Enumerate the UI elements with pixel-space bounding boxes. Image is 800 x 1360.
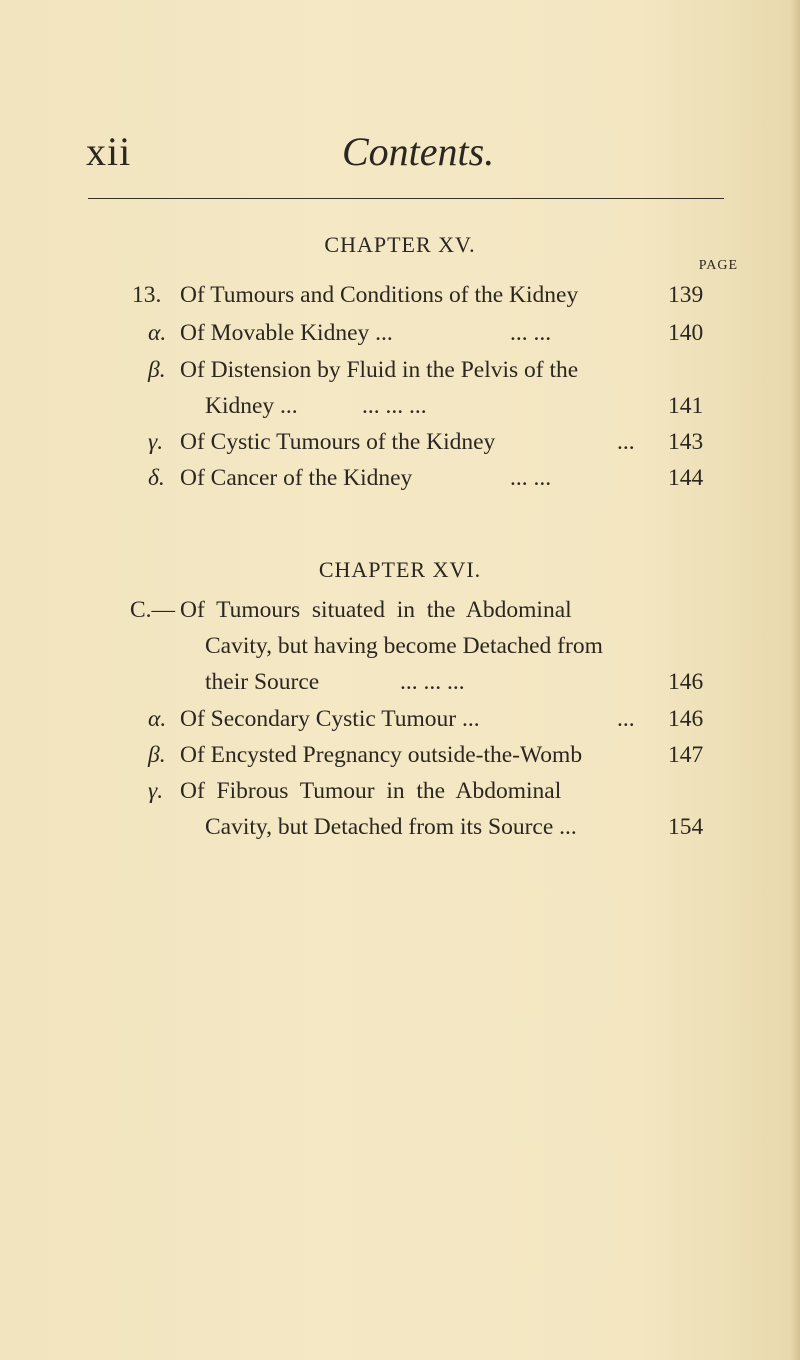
toc-entry: Of Tumours situated in the Abdominal [180, 597, 572, 623]
entry-mark: δ. [148, 465, 165, 491]
leader-dots: ... ... ... [400, 669, 465, 695]
toc-entry: Of Tumours and Conditions of the Kidney [180, 282, 579, 308]
header-rule [88, 198, 724, 199]
entry-page: 139 [668, 282, 704, 308]
entry-mark: β. [148, 357, 166, 383]
page-number: xii [86, 129, 132, 174]
page-column-label: PAGE [698, 258, 738, 273]
leader-dots: ... [617, 706, 635, 732]
entry-page: 147 [668, 742, 704, 768]
entry-page: 143 [668, 429, 704, 455]
entry-mark: α. [148, 320, 167, 346]
toc-entry: Of Encysted Pregnancy outside-the-Womb [180, 742, 583, 768]
entry-mark: γ. [148, 778, 164, 804]
toc-entry: Of Movable Kidney ... [180, 320, 393, 346]
leader-dots: ... [617, 429, 635, 455]
running-title: Contents. [342, 129, 495, 174]
toc-entry: Of Distension by Fluid in the Pelvis of the [180, 357, 579, 383]
entry-page: 141 [668, 393, 704, 419]
leader-dots: ... ... ... [362, 393, 427, 419]
entry-mark: γ. [148, 429, 164, 455]
page-edge-shadow [790, 0, 800, 1360]
toc-entry: Of Secondary Cystic Tumour ... [180, 706, 480, 732]
entry-mark: β. [148, 742, 166, 768]
entry-page: 140 [668, 320, 704, 346]
entry-mark: 13. [132, 282, 162, 308]
toc-entry: Of Cancer of the Kidney [180, 465, 413, 491]
toc-entry-continuation: their Source [205, 669, 320, 695]
leader-dots: ... ... [510, 320, 552, 346]
entry-mark: α. [148, 706, 167, 732]
toc-entry-continuation: Cavity, but having become Detached from [205, 633, 603, 659]
toc-entry-continuation: Kidney ... [205, 393, 298, 419]
entry-page: 144 [668, 465, 704, 491]
leader-dots: ... ... [510, 465, 552, 491]
entry-page: 146 [668, 706, 704, 732]
entry-mark: C.— [130, 597, 176, 623]
chapter-xv-heading: CHAPTER XV. [324, 232, 476, 257]
chapter-xvi-heading: CHAPTER XVI. [318, 557, 482, 582]
toc-entry: Of Fibrous Tumour in the Abdominal [180, 778, 562, 804]
entry-page: 146 [668, 669, 704, 695]
toc-entry: Of Cystic Tumours of the Kidney [180, 429, 496, 455]
entry-page: 154 [668, 814, 704, 840]
toc-entry-continuation: Cavity, but Detached from its Source ... [205, 814, 577, 840]
